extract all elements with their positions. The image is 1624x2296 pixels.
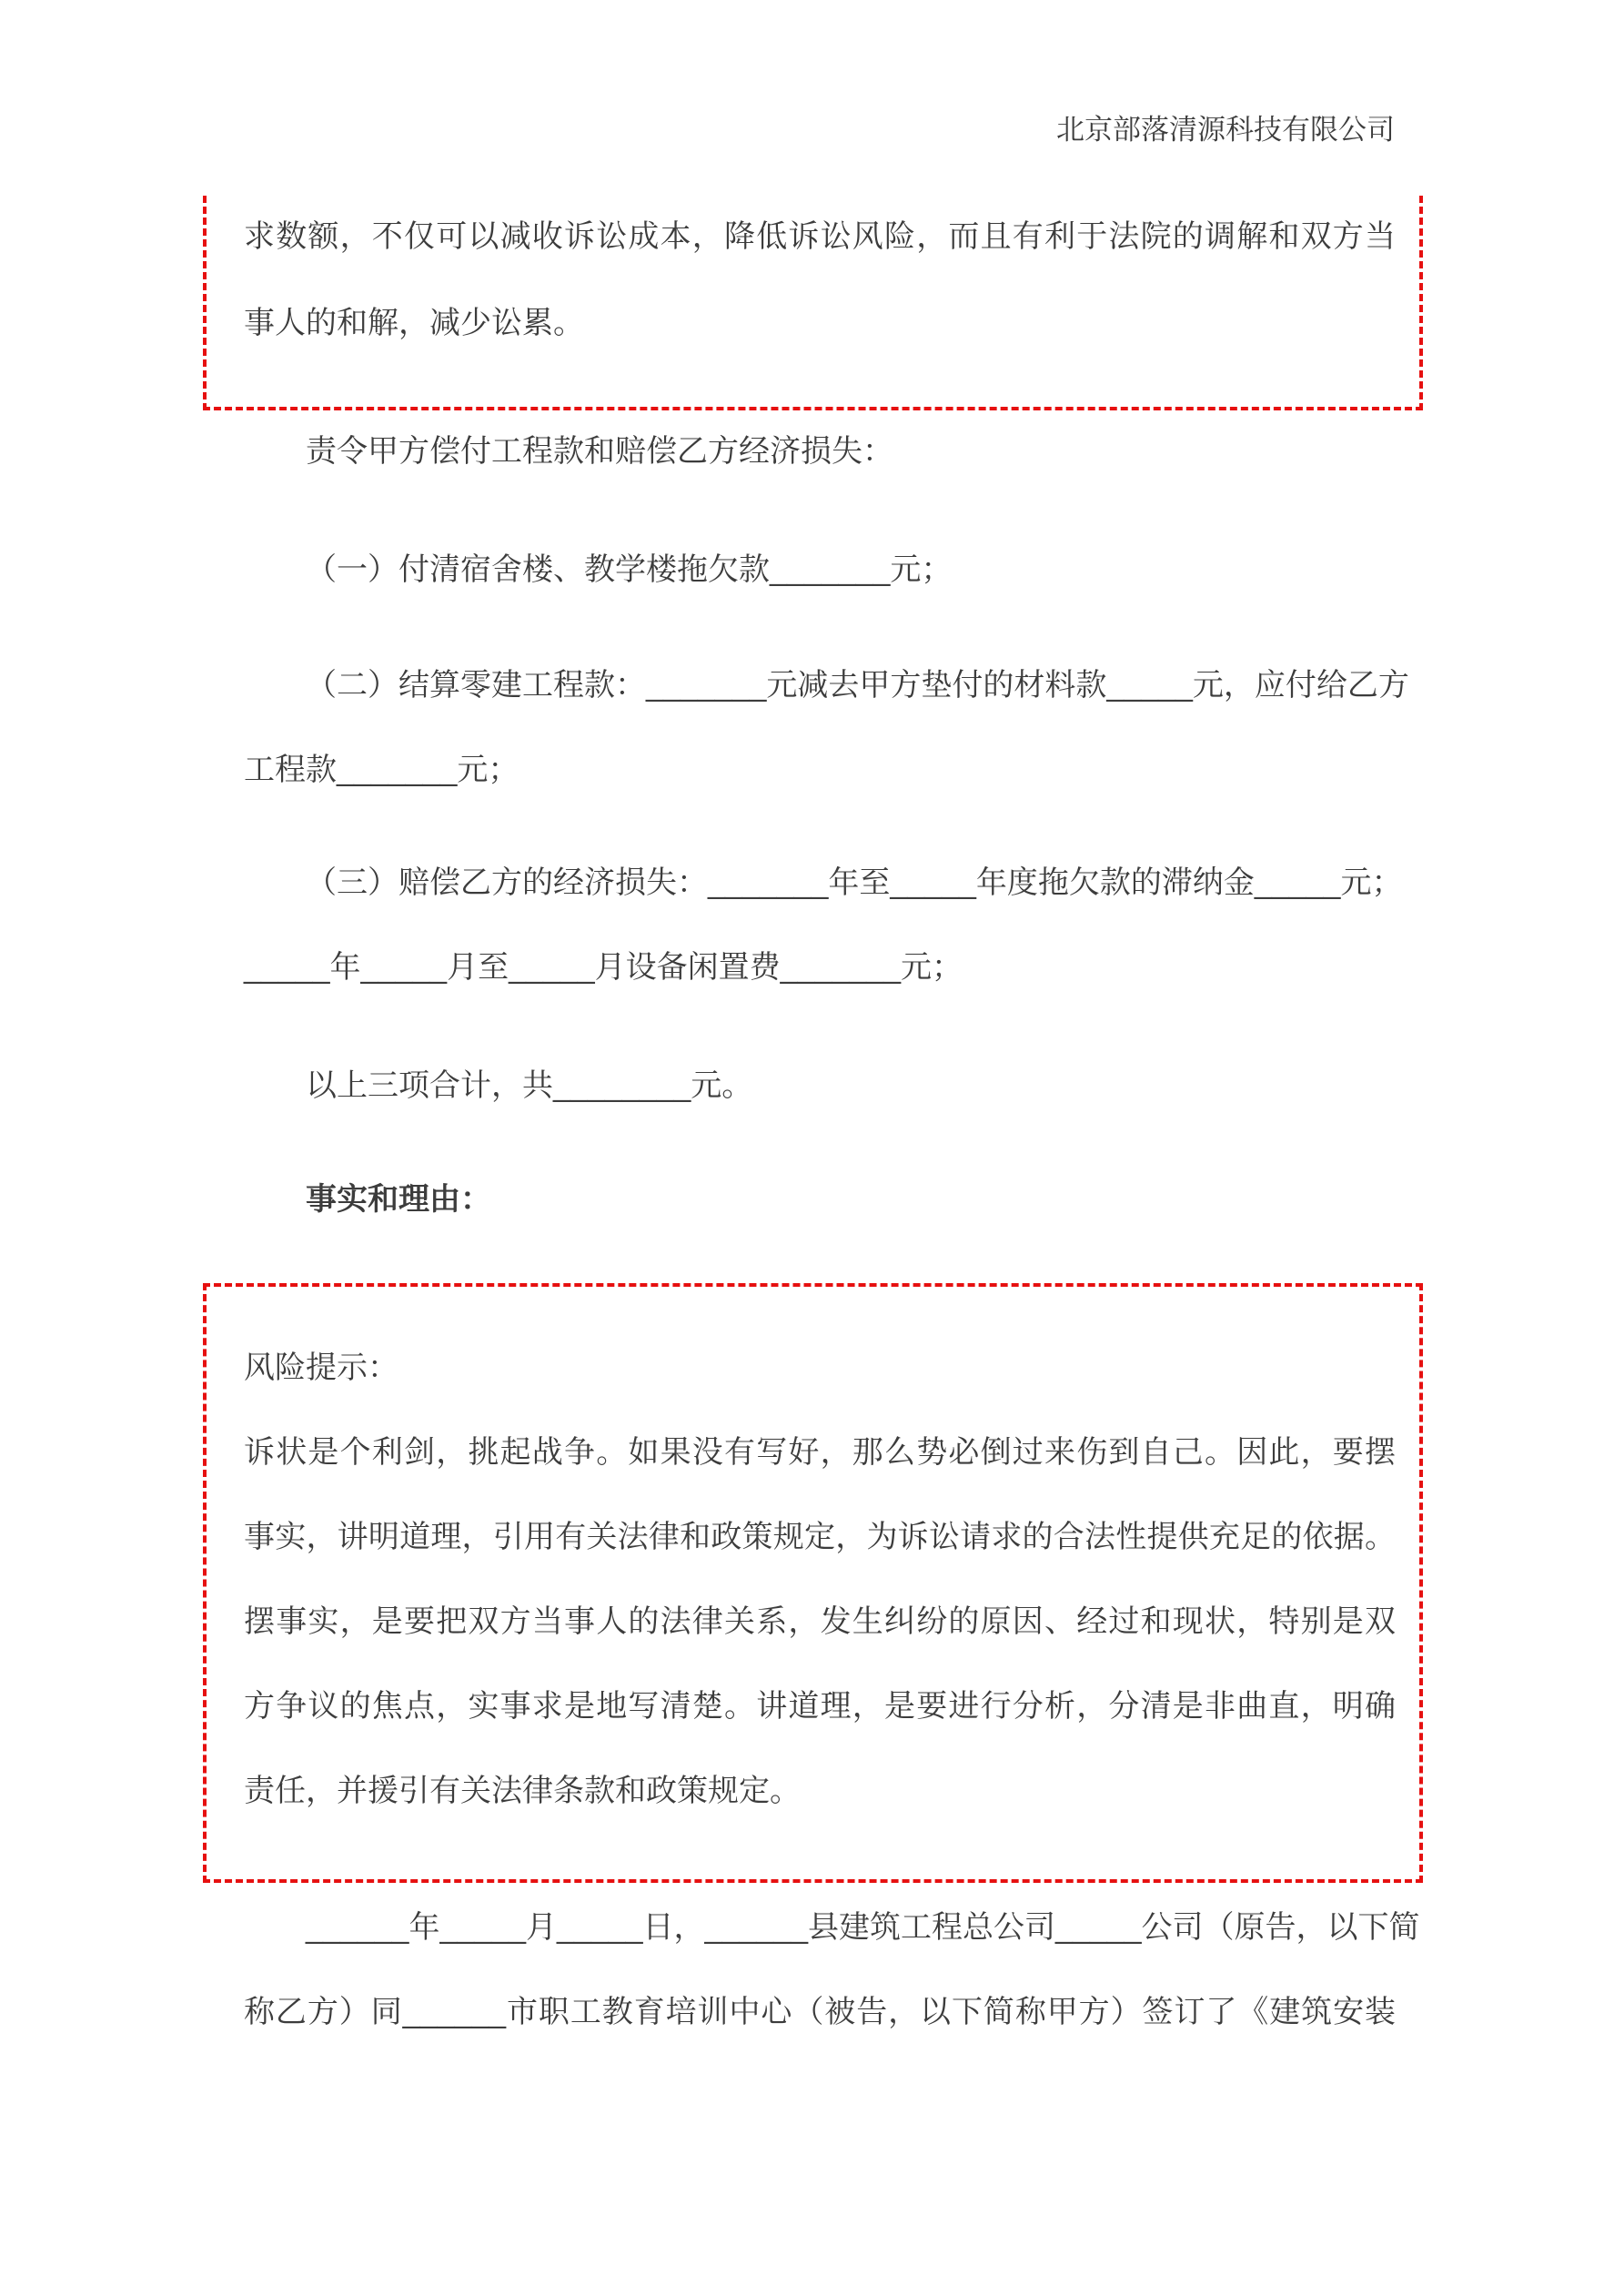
risk-warning-line: 事实，讲明道理，引用有关法律和政策规定，为诉讼请求的合法性提供充足的依据。 bbox=[244, 1520, 1396, 1554]
facts-paragraph-line-2: 称乙方）同______市职工教育培训中心（被告，以下简称甲方）签订了《建筑安装 bbox=[244, 1995, 1396, 2029]
claim-item-1: （一）付清宿舍楼、教学楼拖欠款_______元； bbox=[306, 552, 953, 587]
risk-warning-line: 摆事实，是要把双方当事人的法律关系，发生纠纷的原因、经过和现状，特别是双 bbox=[244, 1604, 1396, 1639]
claim-item-2-line-1: （二）结算零建工程款：_______元减去甲方垫付的材料款_____元，应付给乙方 bbox=[306, 668, 1409, 703]
risk-warning-line: 方争议的焦点，实事求是地写清楚。讲道理，是要进行分析，分清是非曲直，明确 bbox=[244, 1689, 1396, 1724]
claim-item-3-line-2: _____年_____月至_____月设备闲置费_______元； bbox=[244, 950, 963, 985]
risk-note-top-line: 事人的和解，减少讼累。 bbox=[244, 306, 584, 340]
risk-warning-line: 责任，并援引有关法律条款和政策规定。 bbox=[244, 1774, 801, 1808]
risk-note-box-top bbox=[203, 196, 1423, 410]
claims-intro: 责令甲方偿付工程款和赔偿乙方经济损失： bbox=[306, 434, 893, 469]
claim-item-3-line-1: （三）赔偿乙方的经济损失：_______年至_____年度拖欠款的滞纳金_____元； bbox=[306, 865, 1403, 900]
facts-heading: 事实和理由： bbox=[306, 1182, 491, 1217]
facts-paragraph-line-1: ______年_____月_____日，______县建筑工程总公司_____公司（原告，以下简 bbox=[306, 1910, 1420, 1945]
risk-warning-title: 风险提示： bbox=[244, 1350, 398, 1385]
claim-item-2-line-2: 工程款_______元； bbox=[244, 753, 519, 787]
risk-warning-line: 诉状是个利剑，挑起战争。如果没有写好，那么势必倒过来伤到自己。因此，要摆 bbox=[244, 1435, 1396, 1470]
company-header: 北京部落清源科技有限公司 bbox=[1056, 114, 1395, 146]
risk-warning-box bbox=[203, 1283, 1423, 1883]
claims-total: 以上三项合计，共________元。 bbox=[306, 1068, 753, 1103]
risk-note-top-line: 求数额，不仅可以减收诉讼成本，降低诉讼风险，而且有利于法院的调解和双方当 bbox=[244, 219, 1396, 254]
